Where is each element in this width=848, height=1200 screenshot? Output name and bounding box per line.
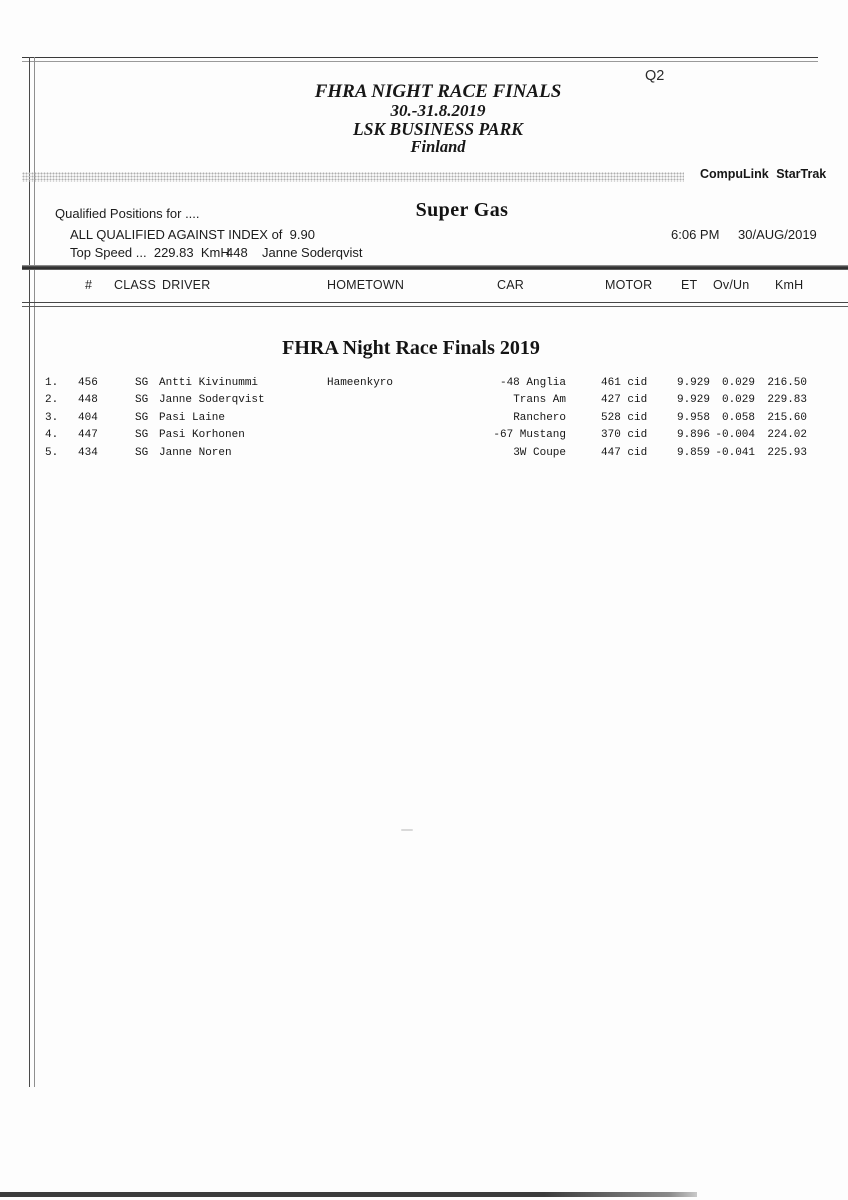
cell-motor: 370 cid	[601, 429, 648, 442]
col-header-kmh: KmH	[775, 278, 804, 292]
cell-cls: SG	[135, 377, 149, 389]
event-venue: LSK BUSINESS PARK	[353, 119, 523, 139]
cell-et: 9.958	[676, 411, 710, 424]
cell-num: 434	[78, 446, 98, 459]
cell-pos: 5.	[45, 446, 59, 459]
cell-car: -67 Mustang	[493, 429, 566, 442]
cell-pos: 1.	[45, 377, 59, 389]
cell-num: 448	[78, 394, 98, 407]
timing-system-brand: CompuLink StarTrak	[700, 167, 827, 181]
table-rule-under-header	[22, 302, 848, 307]
top-speed-driver: Janne Soderqvist	[262, 245, 363, 260]
cell-num: 456	[78, 377, 98, 389]
event-country: Finland	[410, 137, 466, 156]
cell-cls: SG	[135, 429, 149, 442]
cell-cls: SG	[135, 411, 149, 424]
col-header-number: #	[85, 278, 93, 292]
separator-stipple-band	[22, 172, 684, 182]
top-speed-car-number: 448	[226, 245, 248, 260]
event-header	[238, 82, 638, 156]
table-row	[45, 394, 807, 411]
cell-cls: SG	[135, 446, 149, 459]
cell-ovun: 0.058	[721, 411, 755, 424]
cell-et: 9.859	[676, 446, 710, 459]
col-header-class: CLASS	[114, 278, 156, 292]
cell-driver: Antti Kivinummi	[159, 377, 259, 389]
cell-car: Ranchero	[513, 411, 566, 424]
col-header-motor: MOTOR	[605, 278, 653, 292]
session-date: 30/AUG/2019	[738, 227, 817, 242]
table-row	[45, 429, 807, 446]
qualified-positions-label: Qualified Positions for ....	[55, 206, 200, 221]
col-header-hometown: HOMETOWN	[327, 278, 405, 292]
cell-motor: 427 cid	[601, 394, 648, 407]
event-dates: 30.-31.8.2019	[390, 101, 486, 120]
cell-pos: 2.	[45, 394, 59, 407]
cell-car: -48 Anglia	[499, 377, 566, 389]
session-time: 6:06 PM	[671, 227, 720, 242]
section-title: FHRA Night Race Finals 2019	[282, 337, 540, 359]
cell-hometown: Hameenkyro	[327, 377, 394, 389]
cell-et: 9.896	[676, 429, 710, 442]
index-line: ALL QUALIFIED AGAINST INDEX of 9.90	[70, 227, 315, 242]
cell-driver: Janne Noren	[159, 446, 232, 459]
cell-ovun: 0.029	[721, 394, 755, 407]
cell-ovun: -0.041	[715, 446, 755, 459]
scan-edge-bar	[0, 1192, 697, 1197]
results-rows	[45, 377, 807, 464]
cell-motor: 461 cid	[601, 377, 648, 389]
cell-car: Trans Am	[513, 394, 566, 407]
cell-pos: 3.	[45, 411, 59, 424]
race-class-title: Super Gas	[415, 199, 509, 221]
cell-cls: SG	[135, 394, 149, 407]
col-header-driver: DRIVER	[162, 278, 211, 292]
cell-num: 447	[78, 429, 98, 442]
cell-driver: Pasi Laine	[159, 411, 226, 424]
event-title: FHRA NIGHT RACE FINALS	[314, 81, 562, 102]
cell-kmh: 215.60	[767, 411, 807, 424]
table-row	[45, 377, 807, 394]
cell-kmh: 229.83	[767, 394, 807, 407]
cell-car: 3W Coupe	[513, 446, 566, 459]
page-code: Q2	[645, 68, 665, 84]
cell-num: 404	[78, 411, 98, 424]
top-speed-line: Top Speed ... 229.83 KmH	[70, 245, 230, 260]
table-row	[45, 447, 807, 464]
cell-kmh: 216.50	[767, 377, 807, 389]
cell-et: 9.929	[676, 394, 710, 407]
cell-et: 9.929	[676, 377, 710, 389]
cell-motor: 528 cid	[601, 411, 648, 424]
table-row	[45, 412, 807, 429]
cell-pos: 4.	[45, 429, 59, 442]
cell-ovun: 0.029	[721, 377, 755, 389]
cell-kmh: 224.02	[767, 429, 807, 442]
cell-driver: Pasi Korhonen	[159, 429, 245, 442]
page-border-left	[29, 57, 35, 1087]
cell-ovun: -0.004	[715, 429, 755, 442]
scan-artifact	[401, 829, 413, 831]
col-header-car: CAR	[497, 278, 524, 292]
cell-motor: 447 cid	[601, 446, 648, 459]
cell-kmh: 225.93	[767, 446, 807, 459]
col-header-ovun: Ov/Un	[713, 278, 750, 292]
table-rule-top	[22, 265, 848, 270]
col-header-et: ET	[681, 278, 698, 292]
cell-driver: Janne Soderqvist	[159, 394, 265, 407]
page-border-top	[22, 57, 818, 62]
